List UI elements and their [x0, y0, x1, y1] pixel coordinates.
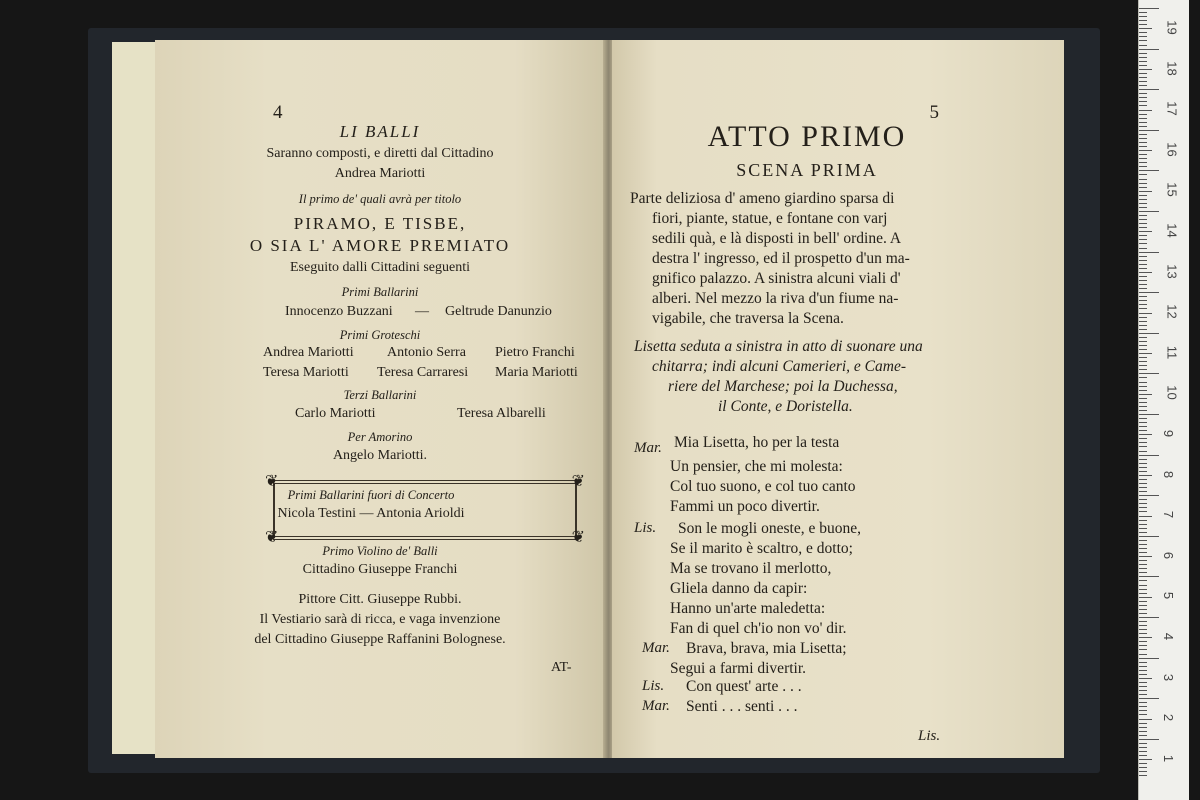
ruler-tick — [1139, 540, 1147, 541]
ruler-tick — [1139, 532, 1147, 533]
ruler-tick — [1139, 321, 1147, 322]
verse-line: Col tuo suono, e col tuo canto — [670, 478, 856, 495]
ruler-tick — [1139, 763, 1147, 764]
ruler-tick — [1139, 252, 1159, 253]
ruler-tick — [1139, 597, 1152, 598]
ruler-tick — [1139, 325, 1147, 326]
dancer-name: Geltrude Danunzio — [445, 304, 552, 319]
ruler-tick — [1139, 499, 1147, 500]
setting-line: destra l' ingresso, ed il prospetto d'un ma- — [652, 250, 910, 267]
ruler-tick — [1139, 418, 1147, 419]
setting-line: fiori, piante, statue, e fontane con varj — [652, 210, 888, 227]
verse-line: Fammi un poco divertir. — [670, 498, 820, 515]
title-intro: Il primo de' quali avrà per titolo — [298, 192, 462, 206]
ruler-tick — [1139, 641, 1147, 642]
ruler-tick — [1139, 12, 1147, 13]
ruler-number: 17 — [1164, 101, 1180, 116]
ruler-tick — [1139, 706, 1147, 707]
ruler-tick — [1139, 755, 1147, 756]
ruler-tick — [1139, 507, 1147, 508]
ruler-tick — [1139, 536, 1159, 537]
ruler-tick — [1139, 365, 1147, 366]
ruler-tick — [1139, 36, 1147, 37]
ruler-tick — [1139, 438, 1147, 439]
ruler-tick — [1139, 670, 1147, 671]
ballet-title-2: O SIA L' AMORE PREMIATO — [249, 236, 511, 255]
ruler-tick — [1139, 284, 1147, 285]
ruler-tick — [1139, 694, 1147, 695]
dancer-name: Pietro Franchi — [495, 345, 575, 360]
dancer-name: Andrea Mariotti — [263, 345, 354, 360]
ruler-tick — [1139, 410, 1147, 411]
setting-line: Parte deliziosa d' ameno giardino sparsa di — [630, 190, 895, 207]
ruler-tick — [1139, 183, 1147, 184]
intro-line-1: Saranno composti, e diretti dal Cittadino — [266, 146, 494, 161]
ruler-tick — [1139, 142, 1147, 143]
ruler-number: 5 — [1161, 592, 1177, 600]
dancer-name: Carlo Mariotti — [295, 406, 376, 421]
ruler-tick — [1139, 296, 1147, 297]
ruler-tick — [1139, 394, 1152, 395]
stage-direction-line: Lisetta seduta a sinistra in atto di suonare una — [634, 338, 923, 355]
ruler-tick — [1139, 179, 1147, 180]
act-title: ATTO PRIMO — [707, 120, 907, 153]
ruler-tick — [1139, 8, 1159, 9]
ruler-tick — [1139, 548, 1147, 549]
ruler-tick — [1139, 723, 1147, 724]
ruler-tick — [1139, 682, 1147, 683]
verse-line: Gliela danno da capir: — [670, 580, 808, 597]
ruler-tick — [1139, 568, 1147, 569]
ruler-tick — [1139, 467, 1147, 468]
ruler-tick — [1139, 589, 1147, 590]
violino-label: Primo Violino de' Balli — [322, 544, 438, 558]
ruler-tick — [1139, 110, 1152, 111]
performed-by: Eseguito dalli Cittadini seguenti — [289, 260, 471, 275]
ruler-tick — [1139, 256, 1147, 257]
grotteschi-label: Primi Groteschi — [339, 328, 421, 342]
ruler-tick — [1139, 714, 1147, 715]
ruler-tick — [1139, 601, 1147, 602]
violino-name: Cittadino Giuseppe Franchi — [302, 562, 458, 577]
ruler-tick — [1139, 288, 1147, 289]
ruler-tick — [1139, 390, 1147, 391]
ruler-tick — [1139, 345, 1147, 346]
page-number: 5 — [929, 102, 939, 123]
ruler-tick — [1139, 24, 1147, 25]
verse-line: Con quest' arte . . . — [686, 678, 802, 695]
ruler-tick — [1139, 219, 1147, 220]
vestiario-line-2: del Cittadino Giuseppe Raffanini Bolognese. — [254, 632, 506, 647]
ruler-tick — [1139, 341, 1147, 342]
ruler-tick — [1139, 426, 1147, 427]
verse-line: Segui a farmi divertir. — [670, 660, 807, 677]
ruler-tick — [1139, 53, 1147, 54]
ruler-tick — [1139, 329, 1147, 330]
ruler-number: 15 — [1164, 182, 1180, 198]
ruler-tick — [1139, 613, 1147, 614]
ruler-number: 1 — [1161, 754, 1177, 762]
ruler-number: 10 — [1164, 385, 1180, 401]
verse-line: Senti . . . senti . . . — [686, 698, 798, 715]
ruler-tick — [1139, 471, 1147, 472]
ruler-tick — [1139, 658, 1159, 659]
ruler-number: 2 — [1161, 714, 1177, 722]
right-page — [612, 40, 1064, 758]
ruler-tick — [1139, 97, 1147, 98]
verse-line: Mia Lisetta, ho per la testa — [674, 434, 840, 451]
ruler-tick — [1139, 73, 1147, 74]
ruler-tick — [1139, 361, 1147, 362]
ruler-tick — [1139, 698, 1159, 699]
ruler-tick — [1139, 300, 1147, 301]
speaker-label: Mar. — [642, 698, 670, 714]
ruler-tick — [1139, 666, 1147, 667]
ornament-glyph: ❦ — [571, 529, 585, 546]
ruler-tick — [1139, 57, 1147, 58]
ruler-tick — [1139, 199, 1147, 200]
ruler-number: 8 — [1161, 470, 1177, 478]
ruler-number: 18 — [1164, 60, 1180, 76]
ruler-tick — [1139, 105, 1147, 106]
ruler-tick — [1139, 101, 1147, 102]
ruler-number: 13 — [1164, 263, 1180, 279]
ruler-tick — [1139, 479, 1147, 480]
ruler-tick — [1139, 719, 1152, 720]
dash: — — [415, 304, 429, 319]
ruler-tick — [1139, 751, 1147, 752]
speaker-label: Lis. — [642, 678, 665, 694]
pittore-line: Pittore Citt. Giuseppe Rubbi. — [298, 592, 462, 607]
ruler-tick — [1139, 191, 1152, 192]
ruler-tick — [1139, 264, 1147, 265]
ruler-tick — [1139, 187, 1147, 188]
dancer-name: Teresa Albarelli — [457, 406, 546, 421]
amorino-name: Angelo Mariotti. — [332, 448, 428, 463]
ruler-tick — [1139, 260, 1147, 261]
ruler-tick — [1139, 674, 1147, 675]
ruler-tick — [1139, 268, 1147, 269]
speaker-label: Mar. — [634, 440, 662, 456]
ruler-tick — [1139, 207, 1147, 208]
ruler-tick — [1139, 65, 1147, 66]
ruler-tick — [1139, 130, 1159, 131]
ruler-tick — [1139, 654, 1147, 655]
ruler-tick — [1139, 556, 1152, 557]
ruler-tick — [1139, 743, 1147, 744]
ruler-tick — [1139, 702, 1147, 703]
dancer-name: Teresa Carraresi — [377, 365, 469, 380]
ruler-tick — [1139, 215, 1147, 216]
dancer-name: Maria Mariotti — [495, 365, 578, 380]
terzi-label: Terzi Ballarini — [343, 388, 417, 402]
ruler-tick — [1139, 45, 1147, 46]
stage-direction-line: chitarra; indi alcuni Camerieri, e Came- — [652, 358, 906, 375]
ruler-number: 4 — [1161, 632, 1177, 641]
ruler-tick — [1139, 203, 1147, 204]
dancer-name: Innocenzo Buzzani — [285, 304, 393, 319]
ruler-number: 16 — [1164, 142, 1180, 157]
ruler-tick — [1139, 304, 1147, 305]
verse-line: Brava, brava, mia Lisetta; — [686, 640, 847, 657]
ruler-tick — [1139, 649, 1147, 650]
ruler-tick — [1139, 146, 1147, 147]
verse-line: Ma se trovano il merlotto, — [670, 560, 832, 577]
ruler-tick — [1139, 524, 1147, 525]
ornament-glyph: ❦ — [265, 529, 279, 546]
ruler-tick — [1139, 735, 1147, 736]
verse-line: Son le mogli oneste, e buone, — [678, 520, 861, 537]
ruler-tick — [1139, 585, 1147, 586]
primi-ballarini-label: Primi Ballarini — [341, 285, 419, 299]
ruler-tick — [1139, 422, 1147, 423]
ruler-tick — [1139, 28, 1152, 29]
ruler-tick — [1139, 32, 1147, 33]
ruler-tick — [1139, 731, 1147, 732]
ruler-tick — [1139, 739, 1159, 740]
ruler-tick — [1139, 678, 1152, 679]
dancer-name: Teresa Mariotti — [263, 365, 349, 380]
ruler-tick — [1139, 239, 1147, 240]
ruler-tick — [1139, 16, 1147, 17]
ruler-tick — [1139, 487, 1147, 488]
ruler-tick — [1139, 564, 1147, 565]
ruler-tick — [1139, 621, 1147, 622]
ruler-tick — [1139, 49, 1159, 50]
setting-line: vigabile, che traversa la Scena. — [652, 310, 844, 327]
ruler-tick — [1139, 442, 1147, 443]
ballet-title-1: PIRAMO, E TISBE, — [293, 214, 467, 233]
ruler-tick — [1139, 166, 1147, 167]
speaker-label: Mar. — [642, 640, 670, 656]
catchword: AT- — [551, 660, 572, 675]
ruler-tick — [1139, 406, 1147, 407]
ruler-tick — [1139, 150, 1152, 151]
measuring-ruler — [1138, 0, 1189, 800]
stage-direction-line: il Conte, e Doristella. — [718, 398, 853, 415]
catchword: Lis. — [918, 728, 941, 744]
ruler-tick — [1139, 759, 1152, 760]
ruler-tick — [1139, 69, 1152, 70]
ruler-tick — [1139, 118, 1147, 119]
scene-title: SCENA PRIMA — [736, 160, 878, 180]
ruler-tick — [1139, 382, 1147, 383]
ruler-tick — [1139, 333, 1159, 334]
ruler-tick — [1139, 93, 1147, 94]
ruler-tick — [1139, 690, 1147, 691]
ruler-tick — [1139, 174, 1147, 175]
ruler-tick — [1139, 349, 1147, 350]
fuori-label: Primi Ballarini fuori di Concerto — [287, 488, 455, 502]
ruler-tick — [1139, 162, 1147, 163]
ruler-tick — [1139, 158, 1147, 159]
setting-line: alberi. Nel mezzo la riva d'un fiume na- — [652, 290, 899, 307]
ruler-tick — [1139, 308, 1147, 309]
ruler-tick — [1139, 195, 1147, 196]
left-page — [155, 40, 605, 758]
ruler-tick — [1139, 434, 1152, 435]
ruler-tick — [1139, 243, 1147, 244]
ruler-tick — [1139, 20, 1147, 21]
ruler-tick — [1139, 227, 1147, 228]
ruler-tick — [1139, 61, 1147, 62]
ruler-tick — [1139, 605, 1147, 606]
ruler-number: 11 — [1164, 345, 1180, 360]
ruler-tick — [1139, 617, 1159, 618]
ruler-tick — [1139, 211, 1159, 212]
setting-line: sedili quà, e là disposti in bell' ordine. A — [652, 230, 902, 247]
ruler-tick — [1139, 593, 1147, 594]
ruler-tick — [1139, 511, 1147, 512]
verse-line: Un pensier, che mi molesta: — [670, 458, 843, 475]
ruler-tick — [1139, 767, 1147, 768]
ruler-tick — [1139, 463, 1147, 464]
ruler-tick — [1139, 637, 1152, 638]
ornament-glyph: ❦ — [265, 473, 279, 490]
ruler-number: 7 — [1161, 511, 1177, 519]
ruler-tick — [1139, 710, 1147, 711]
ruler-number: 12 — [1164, 304, 1180, 319]
ruler-number: 9 — [1161, 429, 1177, 438]
speaker-label: Lis. — [634, 520, 657, 536]
ruler-tick — [1139, 451, 1147, 452]
ruler-tick — [1139, 625, 1147, 626]
ruler-tick — [1139, 580, 1147, 581]
ruler-tick — [1139, 138, 1147, 139]
ruler-tick — [1139, 414, 1159, 415]
ruler-tick — [1139, 446, 1147, 447]
ruler-number: 14 — [1164, 223, 1180, 238]
ruler-tick — [1139, 231, 1152, 232]
ruler-tick — [1139, 402, 1147, 403]
ruler-tick — [1139, 771, 1147, 772]
ruler-tick — [1139, 686, 1147, 687]
ornament-glyph: ❦ — [571, 473, 585, 490]
ruler-tick — [1139, 353, 1152, 354]
ruler-tick — [1139, 520, 1147, 521]
ruler-tick — [1139, 89, 1159, 90]
ruler-tick — [1139, 77, 1147, 78]
ruler-tick — [1139, 357, 1147, 358]
ruler-tick — [1139, 134, 1147, 135]
ruler-tick — [1139, 552, 1147, 553]
ruler-tick — [1139, 337, 1147, 338]
verse-line: Fan di quel ch'io non vo' dir. — [670, 620, 847, 637]
ruler-tick — [1139, 572, 1147, 573]
ruler-tick — [1139, 292, 1159, 293]
ruler-tick — [1139, 775, 1147, 776]
ruler-tick — [1139, 491, 1147, 492]
ruler-tick — [1139, 85, 1147, 86]
ruler-tick — [1139, 645, 1147, 646]
ruler-tick — [1139, 516, 1152, 517]
ruler-tick — [1139, 544, 1147, 545]
ruler-tick — [1139, 609, 1147, 610]
ruler-tick — [1139, 280, 1147, 281]
page-number: 4 — [273, 102, 283, 123]
intro-line-2: Andrea Mariotti — [334, 166, 426, 181]
ruler-tick — [1139, 528, 1147, 529]
ruler-tick — [1139, 483, 1147, 484]
stage-direction-line: riere del Marchese; poi la Duchessa, — [668, 378, 898, 395]
ruler-tick — [1139, 398, 1147, 399]
amorino-label: Per Amorino — [347, 430, 413, 444]
vestiario-line-1: Il Vestiario sarà di ricca, e vaga invenzione — [259, 612, 501, 627]
ruler-tick — [1139, 633, 1147, 634]
ruler-tick — [1139, 40, 1147, 41]
ruler-tick — [1139, 503, 1147, 504]
ruler-tick — [1139, 373, 1159, 374]
ruler-tick — [1139, 386, 1147, 387]
dancer-name: Antonio Serra — [387, 345, 466, 360]
ruler-tick — [1139, 313, 1152, 314]
ruler-tick — [1139, 272, 1152, 273]
ruler-tick — [1139, 747, 1147, 748]
ruler-tick — [1139, 560, 1147, 561]
ruler-tick — [1139, 248, 1147, 249]
ruler-tick — [1139, 114, 1147, 115]
ruler-number: 3 — [1161, 673, 1177, 681]
ruler-tick — [1139, 223, 1147, 224]
ruler-tick — [1139, 154, 1147, 155]
ruler-tick — [1139, 576, 1159, 577]
ruler-tick — [1139, 475, 1152, 476]
ruler-tick — [1139, 430, 1147, 431]
verse-line: Hanno un'arte maledetta: — [670, 600, 826, 617]
ruler-tick — [1139, 170, 1159, 171]
ruler-tick — [1139, 377, 1147, 378]
ruler-tick — [1139, 81, 1147, 82]
setting-line: gnifico palazzo. A sinistra alcuni viali d' — [652, 270, 901, 287]
ruler-tick — [1139, 122, 1147, 123]
ruler-tick — [1139, 662, 1147, 663]
verse-line: Se il marito è scaltro, e dotto; — [670, 540, 853, 557]
page-heading: LI BALLI — [339, 122, 421, 141]
ruler-tick — [1139, 369, 1147, 370]
fuori-names: Nicola Testini — Antonia Arioldi — [277, 506, 465, 521]
ruler-tick — [1139, 126, 1147, 127]
ruler-number: 19 — [1164, 20, 1180, 35]
ruler-tick — [1139, 495, 1159, 496]
ruler-tick — [1139, 727, 1147, 728]
ruler-tick — [1139, 459, 1147, 460]
ruler-tick — [1139, 317, 1147, 318]
ruler-tick — [1139, 235, 1147, 236]
ruler-tick — [1139, 629, 1147, 630]
ruler-tick — [1139, 455, 1159, 456]
ruler-tick — [1139, 276, 1147, 277]
ruler-number: 6 — [1161, 551, 1177, 559]
